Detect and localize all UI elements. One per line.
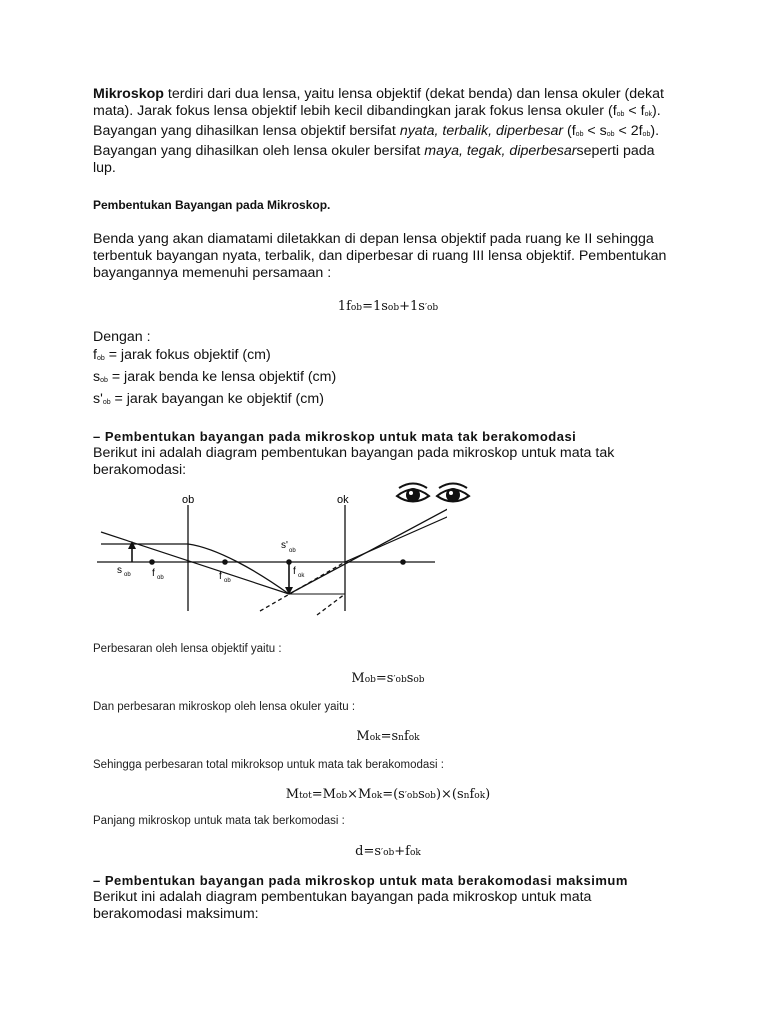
eye-icon <box>395 481 475 511</box>
svg-text:ob: ob <box>124 572 131 578</box>
formula-d: d=s′ob+fok <box>355 844 421 859</box>
legend-dengan: Dengan : fob = jarak fokus objektif (cm) sob = jarak benda ke lensa objektif (cm) s'ob = jarak bayangan ke objektif (cm) <box>93 328 683 412</box>
svg-text:f: f <box>152 568 155 579</box>
legend-item: sob = jarak benda ke lensa objektif (cm) <box>93 369 337 385</box>
text-panjang-mikroskop: Panjang mikroskop untuk mata tak berkomodasi : <box>93 815 345 827</box>
heading-pembentukan: Pembentukan Bayangan pada Mikroskop. <box>93 198 331 212</box>
paragraph-benda: Benda yang akan diamatami diletakkan di depan lensa objektif pada ruang ke II sehingga terbentuk bayangan nyata, terbalik, dan diperbesar di ruang III lensa objektif. Pembentukan bayangannya memenuhi persamaan : <box>93 231 667 281</box>
legend-item: fob = jarak fokus objektif (cm) <box>93 347 271 363</box>
term-mikroskop: Mikroskop <box>93 86 164 102</box>
text-perbesaran-okuler: Dan perbesaran mikroskop oleh lensa okuler yaitu : <box>93 701 356 713</box>
svg-text:ob: ob <box>182 494 195 506</box>
section-berakomodasi-title: – Pembentukan bayangan pada mikroskop untuk mata berakomodasi maksimum <box>93 873 628 888</box>
text-perbesaran-objektif: Perbesaran oleh lensa objektif yaitu : <box>93 643 282 655</box>
svg-text:ok: ok <box>337 494 349 506</box>
section-tak-berakomodasi-title: – Pembentukan bayangan pada mikroskop untuk mata tak berakomodasi <box>93 429 577 444</box>
svg-text:s': s' <box>281 540 288 551</box>
svg-text:f: f <box>293 566 296 577</box>
text-perbesaran-total: Sehingga perbesaran total mikroksop untuk mata tak berakomodasi : <box>93 759 444 771</box>
formula-lens: 1fob=1sob+1s′ob <box>337 299 439 314</box>
document-page <box>93 86 683 923</box>
ray-diagram <box>97 493 447 623</box>
formula-mok: Mok=snfok <box>356 729 420 744</box>
svg-text:s: s <box>117 565 122 576</box>
svg-text:ob: ob <box>224 578 231 584</box>
intro-paragraph: Mikroskop terdiri dari dua lensa, yaitu lensa objektif (dekat benda) dan lensa okuler (dekat mata). Jarak fokus lensa objektif lebih kecil dibandingkan jarak fokus lensa okuler (fob < fok). Bayangan yang dihasilkan lensa objektif bersifat nyata, terbalik, diperbesar (fob < sob < 2fob). Bayangan yang dihasilkan oleh lensa okuler bersifat maya, tegak, diperbesarseperti pada lup. <box>93 86 664 176</box>
svg-text:f: f <box>219 571 222 582</box>
eye-left-icon <box>397 484 429 503</box>
formula-mtot: Mtot=Mob×Mok=(s′obsob)×(snfok) <box>285 787 491 802</box>
svg-text:ob: ob <box>157 575 164 581</box>
section-berakomodasi-text: Berikut ini adalah diagram pembentukan bayangan pada mikroskop untuk mata berakomodasi maksimum: <box>93 889 592 922</box>
formula-mob: Mob=s′obsob <box>351 671 425 686</box>
eye-right-icon <box>437 484 469 503</box>
svg-text:ob: ob <box>289 548 296 554</box>
legend-item: s'ob = jarak bayangan ke objektif (cm) <box>93 391 324 407</box>
section-tak-berakomodasi-text: Berikut ini adalah diagram pembentukan bayangan pada mikroskop untuk mata tak berakomodasi: <box>93 445 615 478</box>
svg-text:ok: ok <box>298 573 305 579</box>
